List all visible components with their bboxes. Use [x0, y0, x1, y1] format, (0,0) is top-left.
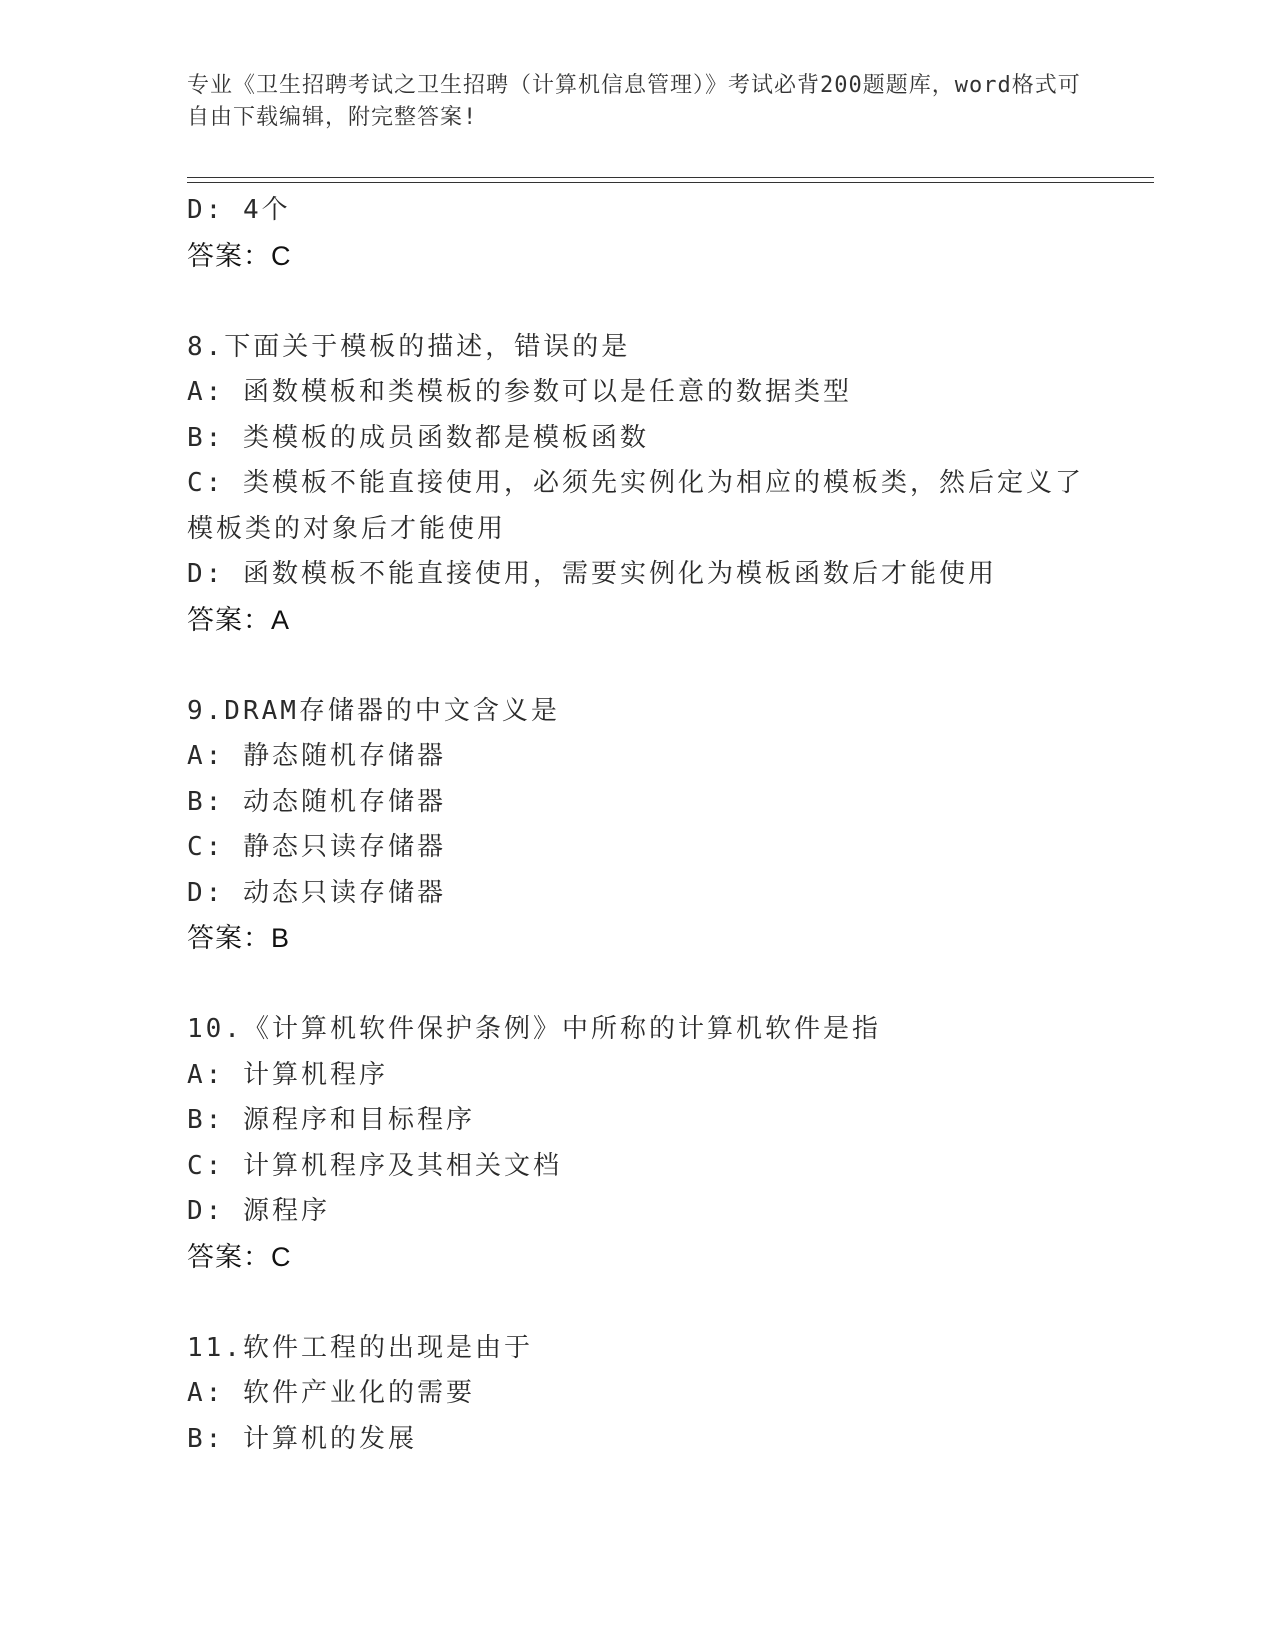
- question-9-option-a: A: 静态随机存储器: [187, 741, 446, 771]
- question-9-option-c: C: 静态只读存储器: [187, 832, 446, 862]
- question-8-text: 8.下面关于模板的描述，错误的是: [187, 331, 631, 362]
- question-8-option-d: D: 函数模板不能直接使用，需要实例化为模板函数后才能使用: [187, 559, 997, 589]
- question-10-option-b: B: 源程序和目标程序: [187, 1105, 475, 1135]
- question-10-text: 10.《计算机软件保护条例》中所称的计算机软件是指: [187, 1014, 881, 1044]
- question-10-option-c: C: 计算机程序及其相关文档: [187, 1150, 562, 1181]
- option-d: D: 4个: [187, 195, 291, 225]
- question-11-option-b: B: 计算机的发展: [187, 1423, 417, 1454]
- question-9-option-b: B: 动态随机存储器: [187, 786, 446, 817]
- question-spacer: [187, 1280, 1154, 1326]
- question-8-option-c-continued: 模板类的对象后才能使用: [187, 513, 507, 544]
- question-8-option-c: C: 类模板不能直接使用，必须先实例化为相应的模板类，然后定义了: [187, 468, 1084, 498]
- question-8-option-b: B: 类模板的成员函数都是模板函数: [187, 422, 649, 453]
- question-10-answer: 答案：C: [187, 1241, 292, 1272]
- question-9-option-d: D: 动态只读存储器: [187, 877, 446, 908]
- question-9-answer: 答案：B: [187, 923, 291, 953]
- question-8-answer: 答案：A: [187, 604, 291, 635]
- header-divider: [187, 177, 1154, 183]
- question-list: [187, 188, 1154, 1462]
- question-11-option-a: A: 软件产业化的需要: [187, 1378, 475, 1408]
- question-8-option-a: A: 函数模板和类模板的参数可以是任意的数据类型: [187, 377, 852, 407]
- page-header-title: 专业《卫生招聘考试之卫生招聘（计算机信息管理）》考试必背200题题库，word格式可自由下载编辑，附完整答案!: [187, 73, 1081, 130]
- question-10-option-d: D: 源程序: [187, 1196, 330, 1226]
- answer-line: 答案：C: [187, 240, 292, 271]
- question-spacer: [187, 643, 1154, 689]
- question-10-option-a: A: 计算机程序: [187, 1059, 388, 1090]
- question-9-text: 9.DRAM存储器的中文含义是: [187, 695, 560, 726]
- question-11-text: 11.软件工程的出现是由于: [187, 1332, 533, 1363]
- question-spacer: [187, 279, 1154, 325]
- question-spacer: [187, 962, 1154, 1008]
